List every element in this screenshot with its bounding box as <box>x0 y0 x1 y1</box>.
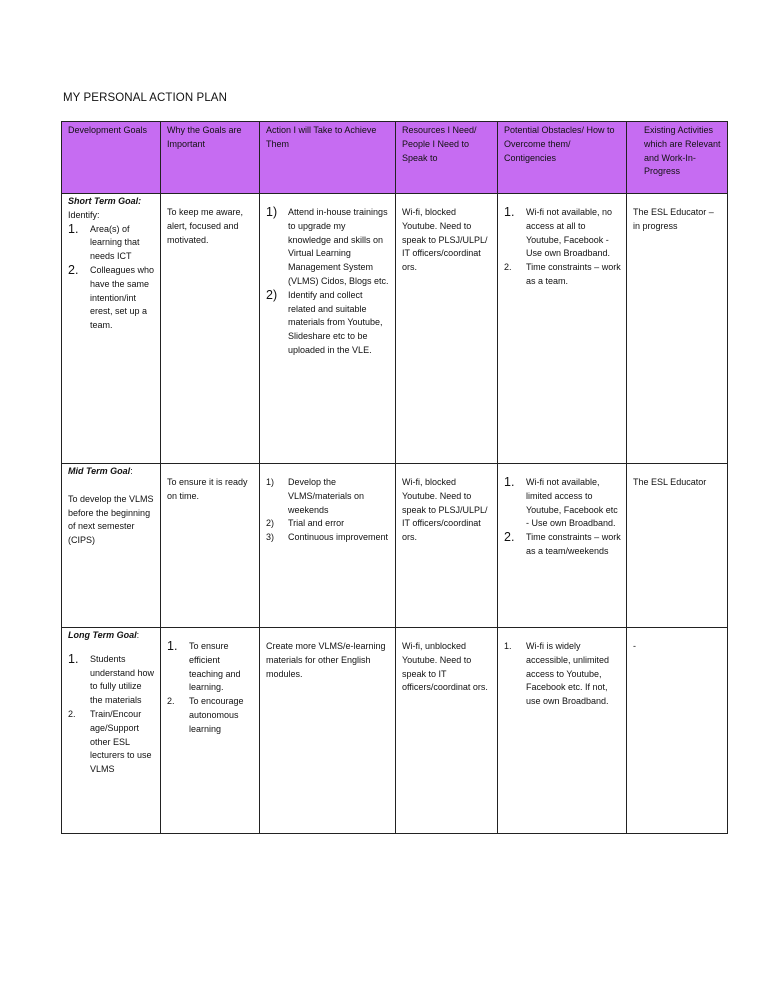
existing-cell: The ESL Educator – in progress <box>627 194 728 464</box>
list-item <box>68 708 155 777</box>
header-row <box>62 122 728 194</box>
list-text: Wi-fi not available, limited access to Youtube, Facebook etc - Use own Broadband. <box>526 477 618 529</box>
list-item <box>266 476 390 517</box>
resources-cell: Wi-fi, blocked Youtube. Need to speak to PLSJ/ULPL/ IT officers/coordinat ors. <box>396 464 498 628</box>
goal-title: Long Term Goal <box>68 630 137 640</box>
list-number: 1. <box>504 205 515 219</box>
header-development-goals: Development Goals <box>62 122 161 194</box>
list-text: Time constraints – work as a team. <box>526 262 621 286</box>
resources-cell: Wi-fi, unblocked Youtube. Need to speak to IT officers/coordinat ors. <box>396 628 498 834</box>
list-number: 2) <box>266 518 275 529</box>
goal-cell <box>62 194 161 464</box>
list-text: Wi-fi is widely accessible, unlimited access to Youtube, Facebook etc. If not, use own Broadband. <box>526 641 610 707</box>
list-number: 1) <box>266 205 278 219</box>
list-text: Develop the VLMS/materials on weekends <box>288 477 365 515</box>
actions-cell: Create more VLMS/e-learning materials for other English modules. <box>260 628 396 834</box>
action-plan-table <box>61 121 728 834</box>
list-text: Time constraints – work as a team/weekends <box>526 532 621 556</box>
list-text: To ensure efficient teaching and learning. <box>189 641 241 693</box>
list-item <box>266 289 390 358</box>
page-title: MY PERSONAL ACTION PLAN <box>63 92 227 104</box>
goal-cell <box>62 464 161 628</box>
list-text: Identify and collect related and suitable materials from Youtube, Slideshare etc to be uploaded in the VLE. <box>288 289 383 355</box>
header-resources: Resources I Need/ People I Need to Speak to <box>396 122 498 194</box>
list-number: 2. <box>167 696 175 707</box>
goal-title-colon: : <box>130 466 133 476</box>
existing-cell: - <box>627 628 728 834</box>
goal-intro: Identify: <box>68 209 100 220</box>
list-item <box>504 476 621 531</box>
list-text: Attend in-house trainings to upgrade my knowledge and skills on Virtual Learning Management System (VLMS) Cidos, Blogs etc. <box>288 207 389 286</box>
actions-cell <box>260 194 396 464</box>
list-number: 1. <box>167 639 178 653</box>
header-existing-activities: Existing Activities which are Relevant and Work-In-Progress <box>627 122 728 194</box>
goal-title: Mid Term Goal <box>68 466 131 476</box>
list-number: 2. <box>504 530 515 545</box>
list-number: 1) <box>266 477 275 487</box>
obstacles-cell <box>498 464 627 628</box>
list-text: To encourage autonomous learning <box>189 696 244 734</box>
header-obstacles: Potential Obstacles/ How to Overcome them/ Contigencies <box>498 122 627 194</box>
goal-text: To develop the VLMS before the beginning of next semester (CIPS) <box>68 493 154 546</box>
obstacles-cell <box>498 194 627 464</box>
list-text: Trial and error <box>288 518 345 529</box>
header-why-important: Why the Goals are Important <box>161 122 260 194</box>
header-actions: Action I will Take to Achieve Them <box>260 122 396 194</box>
list-item <box>68 653 155 708</box>
list-number: 1. <box>68 651 79 666</box>
goal-cell <box>62 628 161 834</box>
list-number: 2. <box>68 708 76 719</box>
list-item <box>167 640 254 695</box>
list-number: 2. <box>504 262 512 273</box>
list-number: 3) <box>266 532 275 543</box>
goal-title: Short Term Goal: <box>68 196 142 206</box>
list-text: Area(s) of learning that needs ICT <box>90 223 140 262</box>
why-cell: To keep me aware, alert, focused and motivated. <box>161 194 260 464</box>
list-item <box>504 531 621 559</box>
table-row <box>62 628 728 834</box>
list-number: 1. <box>68 221 79 236</box>
why-cell <box>161 628 260 834</box>
list-item <box>266 531 390 545</box>
list-text: Wi-fi not available, no access at all to Youtube, Facebook - Use own Broadband. <box>526 207 613 259</box>
list-number: 2. <box>68 262 79 277</box>
list-item <box>504 261 621 289</box>
list-item <box>68 264 155 333</box>
list-item <box>167 695 254 736</box>
list-text: Train/Encour age/Support other ESL lecturers to use VLMS <box>90 708 152 775</box>
why-cell: To ensure it is ready on time. <box>161 464 260 628</box>
list-item <box>504 640 621 709</box>
table-row <box>62 194 728 464</box>
goal-title-colon: : <box>136 630 140 640</box>
list-text: Continuous improvement <box>288 532 389 543</box>
list-number: 2) <box>266 287 278 302</box>
table-row <box>62 464 728 628</box>
list-number: 1. <box>504 641 512 651</box>
actions-cell <box>260 464 396 628</box>
list-text: Colleagues who have the same intention/int erest, set up a team. <box>90 264 155 331</box>
resources-cell: Wi-fi, blocked Youtube. Need to speak to PLSJ/ULPL/ IT officers/coordinat ors. <box>396 194 498 464</box>
obstacles-cell <box>498 628 627 834</box>
list-number: 1. <box>504 475 515 489</box>
existing-cell: The ESL Educator <box>627 464 728 628</box>
list-item <box>68 223 155 264</box>
list-item <box>266 517 390 531</box>
list-item <box>266 206 390 289</box>
list-item <box>504 206 621 261</box>
list-text: Students understand how to fully utilize the materials <box>90 653 155 706</box>
